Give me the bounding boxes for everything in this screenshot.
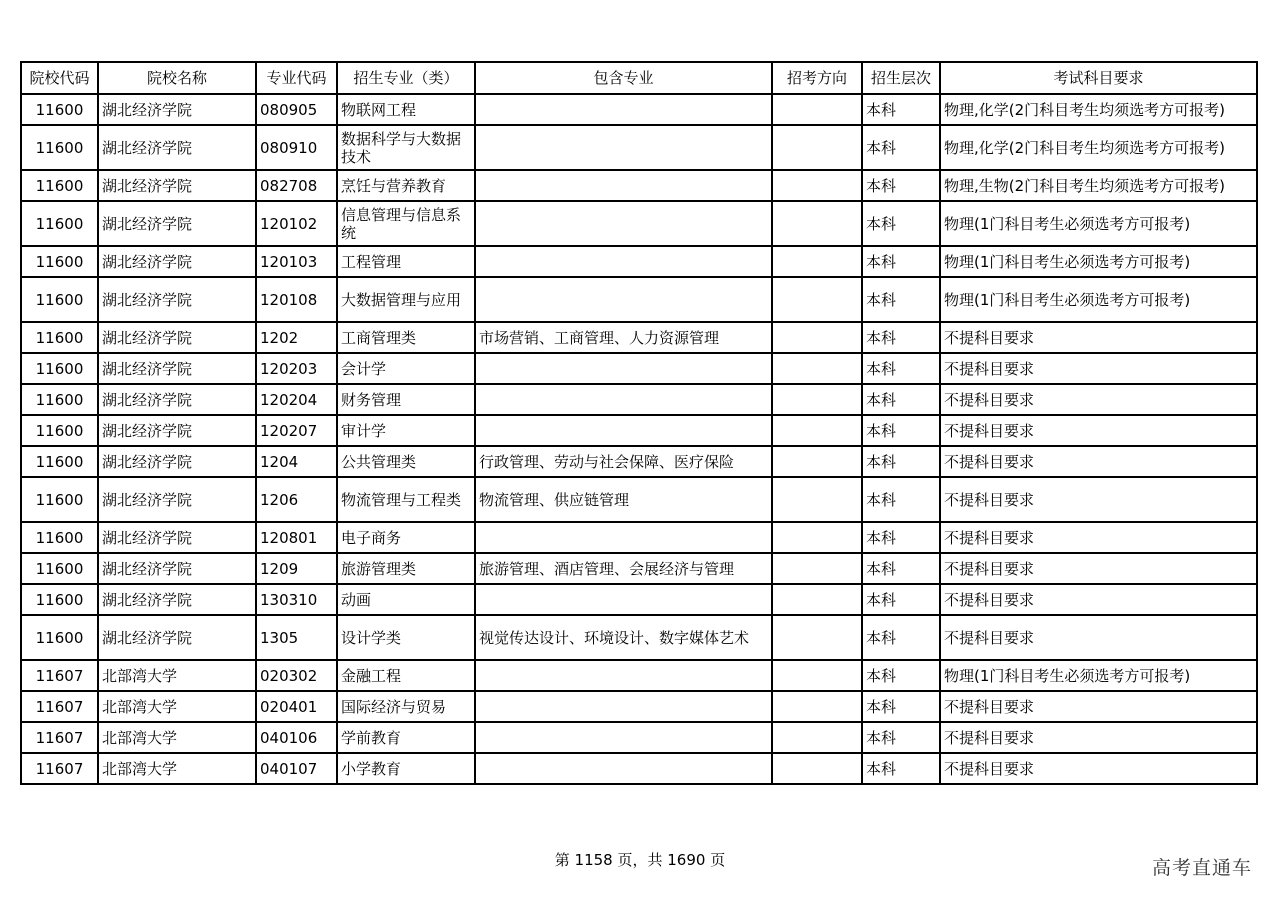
- cell-major: 会计学: [337, 353, 475, 384]
- cell-level: 本科: [862, 201, 940, 246]
- cell-school-code: 11600: [21, 201, 98, 246]
- cell-subject-requirement: 不提科目要求: [940, 584, 1257, 615]
- cell-subject-requirement: 物理,化学(2门科目考生均须选考方可报考): [940, 94, 1257, 125]
- table-row: [21, 170, 1257, 201]
- cell-school-name: 湖北经济学院: [98, 94, 256, 125]
- cell-major-code: 120801: [256, 522, 337, 553]
- header-direction: 招考方向: [772, 62, 862, 94]
- cell-subject-requirement: 物理(1门科目考生必须选考方可报考): [940, 660, 1257, 691]
- cell-major: 数据科学与大数据技术: [337, 125, 475, 170]
- cell-subject-requirement: 不提科目要求: [940, 722, 1257, 753]
- cell-level: 本科: [862, 753, 940, 784]
- cell-major-code: 120203: [256, 353, 337, 384]
- cell-level: 本科: [862, 170, 940, 201]
- table-row: [21, 722, 1257, 753]
- cell-major: 物流管理与工程类: [337, 477, 475, 522]
- cell-major: 动画: [337, 584, 475, 615]
- cell-major-code: 080910: [256, 125, 337, 170]
- cell-included-majors: [475, 522, 772, 553]
- cell-level: 本科: [862, 615, 940, 660]
- cell-school-code: 11600: [21, 170, 98, 201]
- cell-major: 审计学: [337, 415, 475, 446]
- cell-level: 本科: [862, 660, 940, 691]
- cell-major-code: 080905: [256, 94, 337, 125]
- table-row: [21, 246, 1257, 277]
- cell-subject-requirement: 不提科目要求: [940, 384, 1257, 415]
- cell-major-code: 1204: [256, 446, 337, 477]
- cell-major: 工程管理: [337, 246, 475, 277]
- cell-included-majors: [475, 246, 772, 277]
- cell-level: 本科: [862, 125, 940, 170]
- cell-subject-requirement: 物理,生物(2门科目考生均须选考方可报考): [940, 170, 1257, 201]
- cell-direction: [772, 415, 862, 446]
- cell-school-code: 11600: [21, 322, 98, 353]
- cell-included-majors: [475, 384, 772, 415]
- cell-major-code: 120207: [256, 415, 337, 446]
- cell-included-majors: 旅游管理、酒店管理、会展经济与管理: [475, 553, 772, 584]
- cell-school-code: 11600: [21, 94, 98, 125]
- cell-school-code: 11600: [21, 277, 98, 322]
- cell-school-code: 11600: [21, 477, 98, 522]
- header-major: 招生专业（类）: [337, 62, 475, 94]
- cell-direction: [772, 353, 862, 384]
- cell-school-name: 北部湾大学: [98, 691, 256, 722]
- cell-school-name: 湖北经济学院: [98, 170, 256, 201]
- cell-included-majors: [475, 691, 772, 722]
- table-row: [21, 584, 1257, 615]
- cell-school-name: 湖北经济学院: [98, 584, 256, 615]
- cell-direction: [772, 660, 862, 691]
- cell-level: 本科: [862, 322, 940, 353]
- cell-major-code: 120103: [256, 246, 337, 277]
- cell-direction: [772, 201, 862, 246]
- cell-included-majors: [475, 170, 772, 201]
- cell-major-code: 020302: [256, 660, 337, 691]
- cell-school-code: 11600: [21, 522, 98, 553]
- table-row: [21, 753, 1257, 784]
- cell-level: 本科: [862, 415, 940, 446]
- table-row: [21, 415, 1257, 446]
- cell-school-code: 11600: [21, 125, 98, 170]
- cell-school-code: 11600: [21, 415, 98, 446]
- cell-included-majors: [475, 584, 772, 615]
- table-row: [21, 615, 1257, 660]
- table-row: [21, 477, 1257, 522]
- cell-major: 财务管理: [337, 384, 475, 415]
- table-row: [21, 691, 1257, 722]
- cell-major-code: 1202: [256, 322, 337, 353]
- header-included-majors: 包含专业: [475, 62, 772, 94]
- cell-school-name: 湖北经济学院: [98, 246, 256, 277]
- cell-subject-requirement: 不提科目要求: [940, 353, 1257, 384]
- header-subject-requirement: 考试科目要求: [940, 62, 1257, 94]
- cell-level: 本科: [862, 446, 940, 477]
- cell-subject-requirement: 不提科目要求: [940, 415, 1257, 446]
- cell-subject-requirement: 不提科目要求: [940, 446, 1257, 477]
- cell-level: 本科: [862, 246, 940, 277]
- table-row: [21, 125, 1257, 170]
- cell-direction: [772, 246, 862, 277]
- cell-school-code: 11607: [21, 691, 98, 722]
- cell-included-majors: [475, 201, 772, 246]
- cell-major: 物联网工程: [337, 94, 475, 125]
- cell-school-name: 北部湾大学: [98, 722, 256, 753]
- cell-school-name: 北部湾大学: [98, 753, 256, 784]
- cell-school-name: 湖北经济学院: [98, 477, 256, 522]
- cell-major-code: 082708: [256, 170, 337, 201]
- cell-included-majors: [475, 353, 772, 384]
- cell-subject-requirement: 物理(1门科目考生必须选考方可报考): [940, 201, 1257, 246]
- cell-direction: [772, 584, 862, 615]
- cell-direction: [772, 691, 862, 722]
- cell-major-code: 040106: [256, 722, 337, 753]
- cell-subject-requirement: 物理(1门科目考生必须选考方可报考): [940, 277, 1257, 322]
- cell-level: 本科: [862, 522, 940, 553]
- cell-direction: [772, 446, 862, 477]
- cell-direction: [772, 553, 862, 584]
- cell-direction: [772, 277, 862, 322]
- cell-included-majors: [475, 660, 772, 691]
- cell-school-code: 11607: [21, 753, 98, 784]
- header-school-name: 院校名称: [98, 62, 256, 94]
- cell-major-code: 120102: [256, 201, 337, 246]
- cell-direction: [772, 477, 862, 522]
- cell-major: 设计学类: [337, 615, 475, 660]
- table-row: [21, 522, 1257, 553]
- page-number: 第 1158 页，共 1690 页: [554, 851, 726, 869]
- cell-school-name: 湖北经济学院: [98, 415, 256, 446]
- cell-level: 本科: [862, 553, 940, 584]
- cell-subject-requirement: 不提科目要求: [940, 691, 1257, 722]
- table-row: [21, 553, 1257, 584]
- cell-major: 旅游管理类: [337, 553, 475, 584]
- cell-school-code: 11600: [21, 553, 98, 584]
- cell-direction: [772, 322, 862, 353]
- cell-major: 电子商务: [337, 522, 475, 553]
- cell-school-code: 11600: [21, 384, 98, 415]
- cell-level: 本科: [862, 384, 940, 415]
- cell-subject-requirement: 不提科目要求: [940, 753, 1257, 784]
- cell-subject-requirement: 物理(1门科目考生必须选考方可报考): [940, 246, 1257, 277]
- cell-direction: [772, 615, 862, 660]
- cell-direction: [772, 125, 862, 170]
- cell-major: 信息管理与信息系统: [337, 201, 475, 246]
- cell-major: 金融工程: [337, 660, 475, 691]
- table-row: [21, 384, 1257, 415]
- cell-major-code: 1209: [256, 553, 337, 584]
- cell-major-code: 120108: [256, 277, 337, 322]
- cell-school-name: 湖北经济学院: [98, 615, 256, 660]
- cell-subject-requirement: 物理,化学(2门科目考生均须选考方可报考): [940, 125, 1257, 170]
- cell-included-majors: [475, 415, 772, 446]
- cell-major: 国际经济与贸易: [337, 691, 475, 722]
- cell-school-name: 湖北经济学院: [98, 277, 256, 322]
- header-level: 招生层次: [862, 62, 940, 94]
- cell-direction: [772, 522, 862, 553]
- cell-major-code: 130310: [256, 584, 337, 615]
- cell-school-code: 11600: [21, 353, 98, 384]
- cell-subject-requirement: 不提科目要求: [940, 615, 1257, 660]
- table-header-row: [21, 62, 1257, 94]
- header-major-code: 专业代码: [256, 62, 337, 94]
- cell-school-code: 11600: [21, 615, 98, 660]
- cell-level: 本科: [862, 94, 940, 125]
- cell-direction: [772, 722, 862, 753]
- cell-level: 本科: [862, 277, 940, 322]
- cell-school-code: 11600: [21, 584, 98, 615]
- cell-included-majors: 市场营销、工商管理、人力资源管理: [475, 322, 772, 353]
- cell-school-name: 湖北经济学院: [98, 201, 256, 246]
- cell-level: 本科: [862, 353, 940, 384]
- cell-subject-requirement: 不提科目要求: [940, 553, 1257, 584]
- cell-major-code: 1206: [256, 477, 337, 522]
- cell-school-name: 湖北经济学院: [98, 125, 256, 170]
- cell-school-name: 湖北经济学院: [98, 384, 256, 415]
- cell-school-name: 湖北经济学院: [98, 522, 256, 553]
- cell-school-name: 湖北经济学院: [98, 553, 256, 584]
- watermark-logo-text: 高考直通车: [1151, 857, 1252, 879]
- table-row: [21, 353, 1257, 384]
- cell-included-majors: [475, 94, 772, 125]
- admission-requirements-table: [20, 61, 1258, 785]
- cell-included-majors: [475, 722, 772, 753]
- table-row: [21, 277, 1257, 322]
- cell-subject-requirement: 不提科目要求: [940, 322, 1257, 353]
- table-row: [21, 660, 1257, 691]
- header-school-code: 院校代码: [21, 62, 98, 94]
- cell-school-name: 湖北经济学院: [98, 322, 256, 353]
- cell-major: 公共管理类: [337, 446, 475, 477]
- cell-included-majors: 行政管理、劳动与社会保障、医疗保险: [475, 446, 772, 477]
- cell-included-majors: [475, 277, 772, 322]
- cell-school-code: 11600: [21, 246, 98, 277]
- cell-included-majors: [475, 753, 772, 784]
- cell-level: 本科: [862, 477, 940, 522]
- cell-major: 大数据管理与应用: [337, 277, 475, 322]
- cell-subject-requirement: 不提科目要求: [940, 522, 1257, 553]
- cell-direction: [772, 384, 862, 415]
- cell-direction: [772, 170, 862, 201]
- cell-included-majors: 物流管理、供应链管理: [475, 477, 772, 522]
- cell-major-code: 1305: [256, 615, 337, 660]
- cell-school-code: 11607: [21, 722, 98, 753]
- cell-school-code: 11607: [21, 660, 98, 691]
- cell-school-name: 湖北经济学院: [98, 353, 256, 384]
- cell-major: 学前教育: [337, 722, 475, 753]
- cell-major-code: 040107: [256, 753, 337, 784]
- cell-included-majors: 视觉传达设计、环境设计、数字媒体艺术: [475, 615, 772, 660]
- cell-level: 本科: [862, 691, 940, 722]
- cell-level: 本科: [862, 722, 940, 753]
- cell-direction: [772, 753, 862, 784]
- table-row: [21, 94, 1257, 125]
- cell-major-code: 120204: [256, 384, 337, 415]
- cell-major: 工商管理类: [337, 322, 475, 353]
- cell-level: 本科: [862, 584, 940, 615]
- table-row: [21, 201, 1257, 246]
- table-row: [21, 322, 1257, 353]
- cell-school-code: 11600: [21, 446, 98, 477]
- cell-subject-requirement: 不提科目要求: [940, 477, 1257, 522]
- table-row: [21, 446, 1257, 477]
- cell-major: 烹饪与营养教育: [337, 170, 475, 201]
- cell-school-name: 湖北经济学院: [98, 446, 256, 477]
- cell-major: 小学教育: [337, 753, 475, 784]
- cell-included-majors: [475, 125, 772, 170]
- cell-school-name: 北部湾大学: [98, 660, 256, 691]
- cell-direction: [772, 94, 862, 125]
- cell-major-code: 020401: [256, 691, 337, 722]
